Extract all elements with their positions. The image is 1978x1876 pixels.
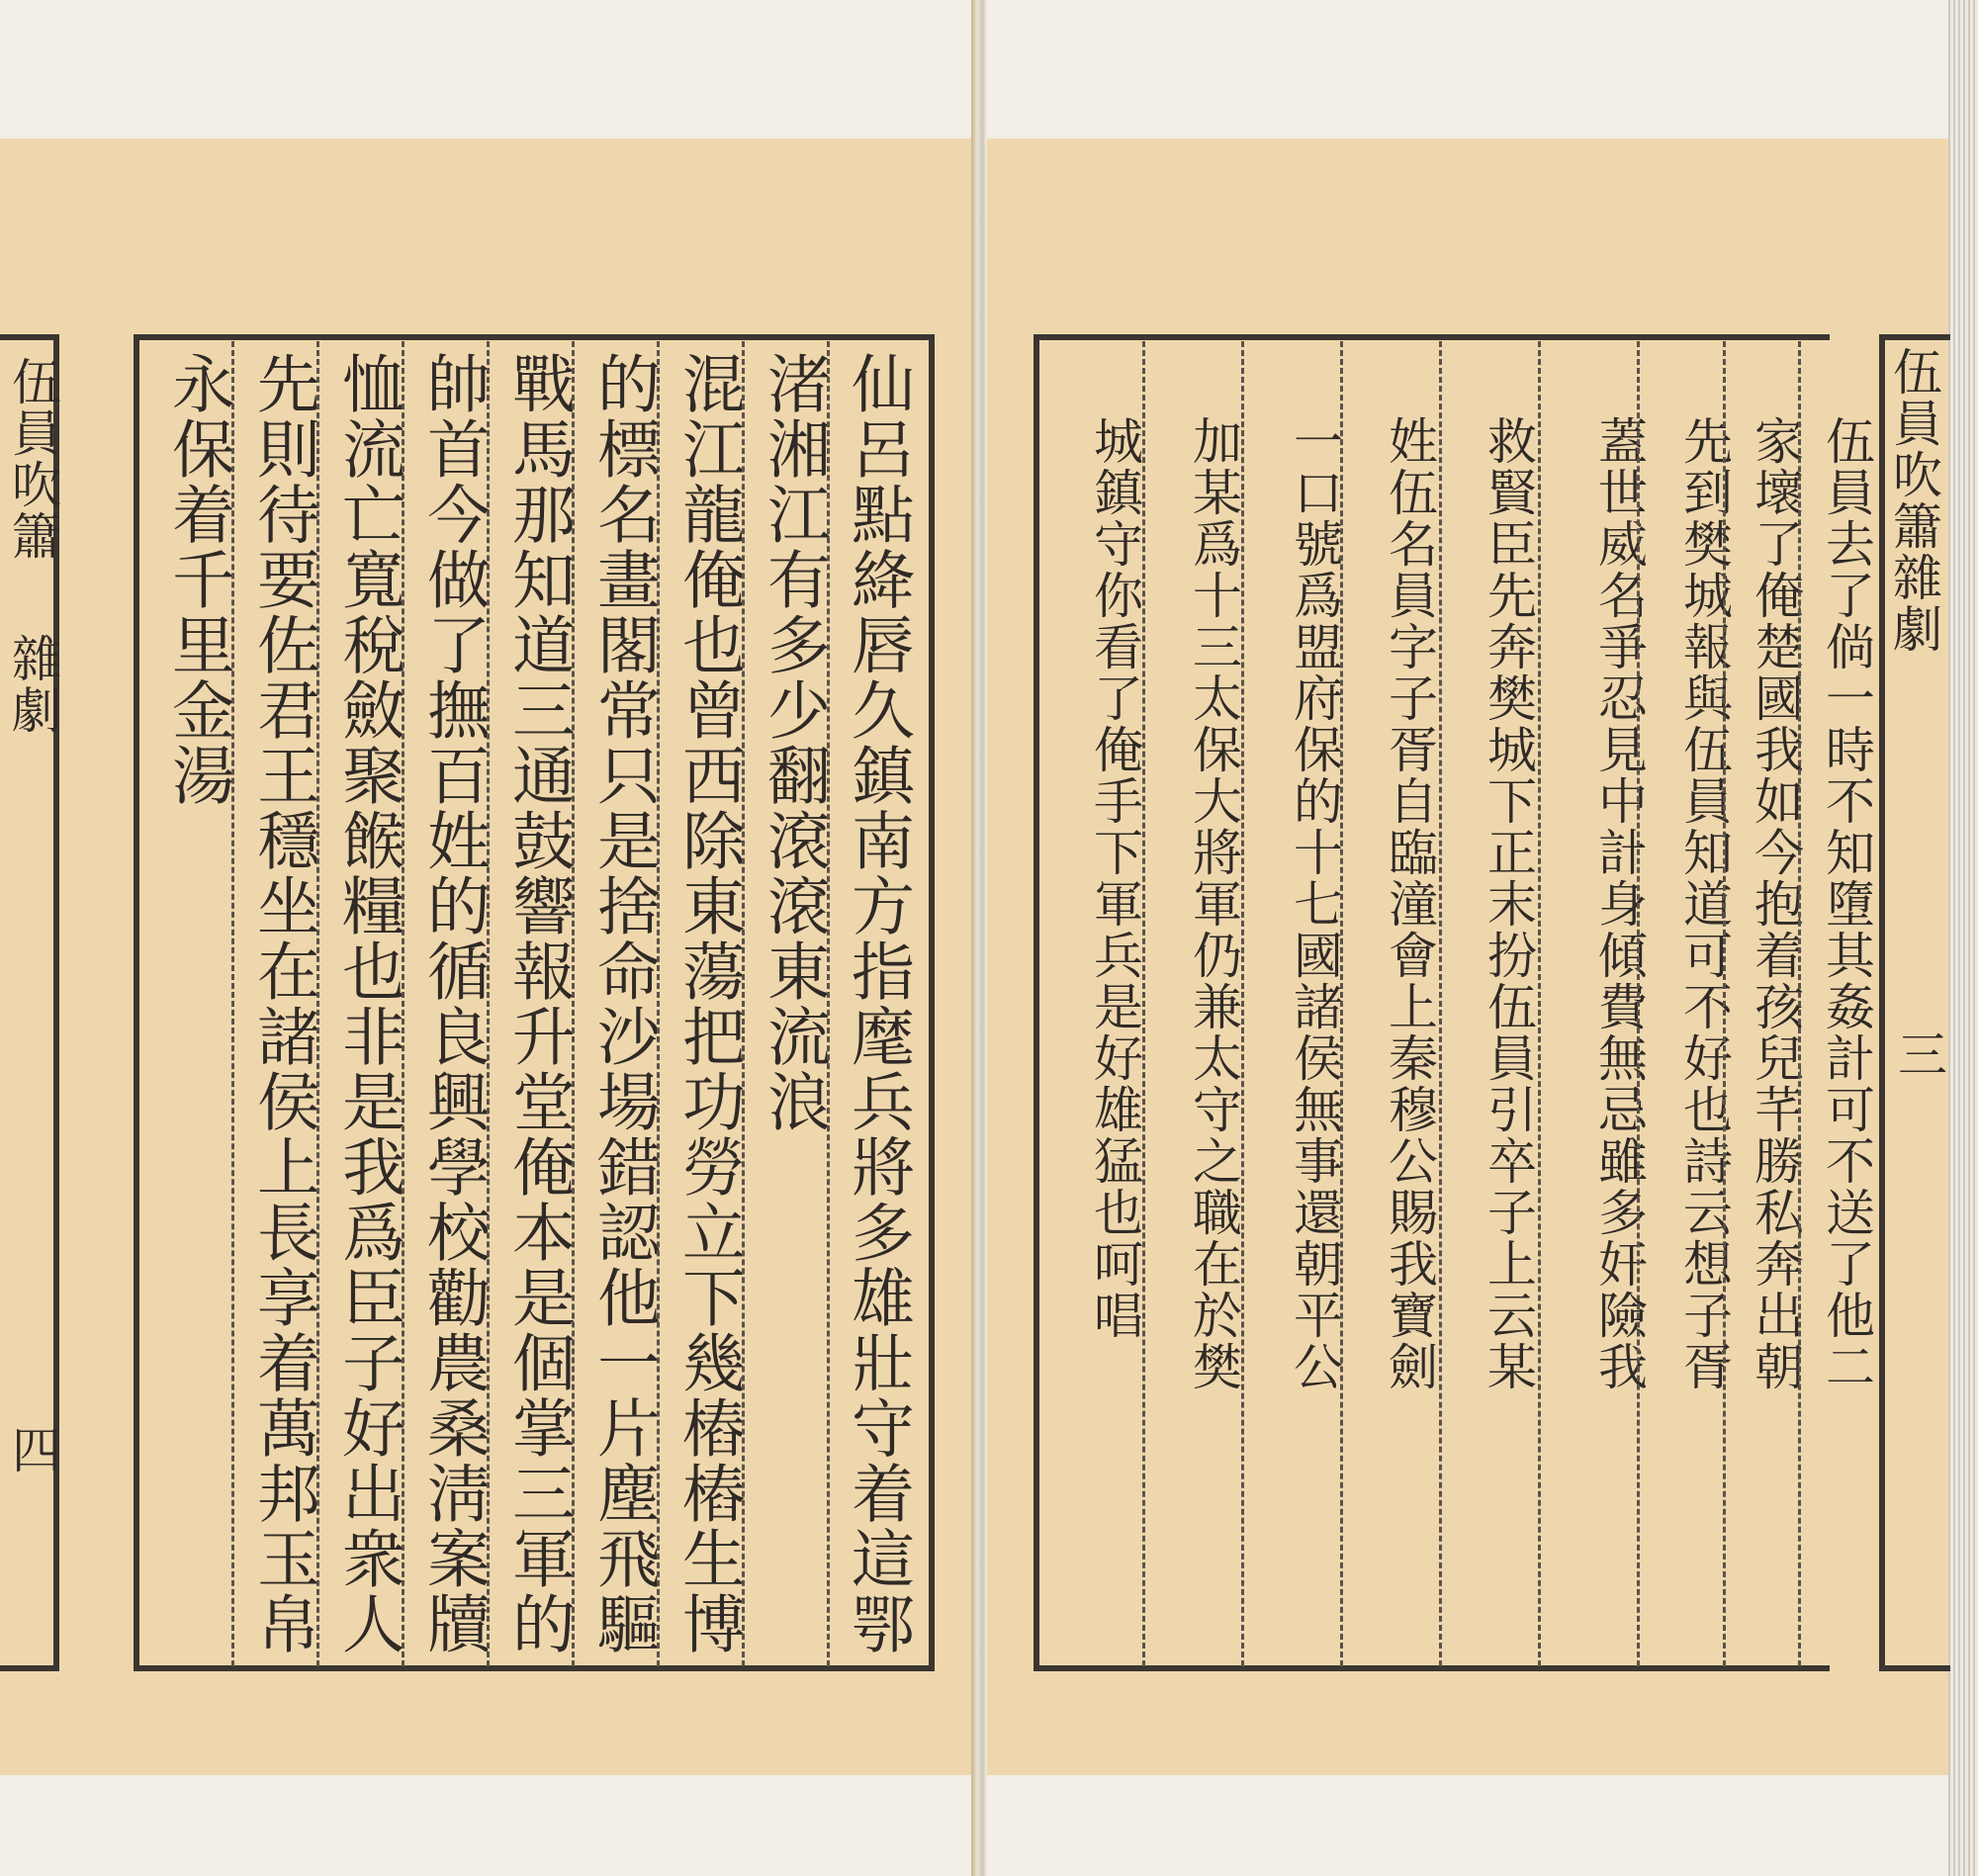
- right-column-rule: [1538, 341, 1541, 1666]
- right-column-rule: [1439, 341, 1442, 1666]
- left-column-rule: [572, 341, 575, 1666]
- right-column-8: 加某爲十三太保大將軍仍兼太守之職在於樊: [1185, 415, 1242, 1392]
- left-column-5: 戰馬那知道三通鼓響報升堂俺本是個掌三軍的: [501, 351, 575, 1656]
- left-column-7: 恤流亡寬稅斂聚餱糧也非是我爲臣子好出衆人: [331, 351, 405, 1656]
- left-column-rule: [316, 341, 319, 1666]
- left-page-number: 四: [4, 1424, 61, 1475]
- left-column-1: 仙呂點絳唇久鎮南方指麾兵將多雄壯守着這鄂: [841, 351, 914, 1656]
- right-column-6: 姓伍名員字子胥自臨潼會上秦穆公賜我寶劍: [1381, 415, 1438, 1392]
- left-margin-subtitle: 雜劇: [4, 633, 61, 736]
- right-column-rule: [1637, 341, 1640, 1666]
- left-column-rule: [742, 341, 745, 1666]
- right-column-rule: [1798, 341, 1801, 1666]
- left-column-rule: [402, 341, 405, 1666]
- right-page-number: 三: [1890, 1028, 1947, 1080]
- left-margin-title: 伍員吹簫: [4, 356, 61, 562]
- left-column-9: 永保着千里金湯: [161, 351, 234, 808]
- left-column-3: 混江龍俺也曾西除東蕩把功勞立下幾樁樁生博: [672, 351, 745, 1656]
- left-column-6: 帥首今做了撫百姓的循良興學校勸農桑淸案牘: [416, 351, 490, 1656]
- right-column-rule: [1340, 341, 1343, 1666]
- left-column-rule: [657, 341, 660, 1666]
- right-margin-title: 伍員吹簫雜劇: [1885, 346, 1942, 655]
- right-column-1: 伍員去了倘一時不知墮其姦計可不送了他二: [1818, 415, 1875, 1392]
- bottom-band-left: [0, 1775, 974, 1876]
- left-column-rule: [487, 341, 490, 1666]
- left-column-8: 先則待要佐君王穩坐在諸侯上長享着萬邦玉帛: [246, 351, 319, 1656]
- right-column-7: 一口號爲盟府保的十七國諸侯無事還朝平公: [1286, 415, 1343, 1392]
- right-column-9: 城鎮守你看了俺手下軍兵是好雄猛也呵唱: [1086, 415, 1143, 1341]
- left-column-2: 渚湘江有多少翻滾滾東流浪: [757, 351, 830, 1134]
- right-column-rule: [1142, 341, 1145, 1666]
- bottom-band-right: [981, 1775, 1950, 1876]
- right-column-2: 家壞了俺楚國我如今抱着孩兒芊勝私奔出朝: [1747, 415, 1804, 1392]
- left-column-4: 的標名畫閣常只是捨命沙場錯認他一片塵飛驅: [586, 351, 660, 1656]
- right-column-rule: [1241, 341, 1244, 1666]
- left-column-rule: [827, 341, 830, 1666]
- right-column-4: 蓋世威名爭忍見中計身傾費無忌雖多奸險我: [1590, 415, 1648, 1392]
- page-edges: [1948, 0, 1978, 1876]
- right-column-3: 先到樊城報與伍員知道可不好也詩云想子胥: [1675, 415, 1733, 1392]
- right-column-5: 救賢臣先奔樊城下正末扮伍員引卒子上云某: [1480, 415, 1537, 1392]
- right-column-rule: [1723, 341, 1726, 1666]
- left-column-rule: [231, 341, 234, 1666]
- book-gutter: [971, 0, 987, 1876]
